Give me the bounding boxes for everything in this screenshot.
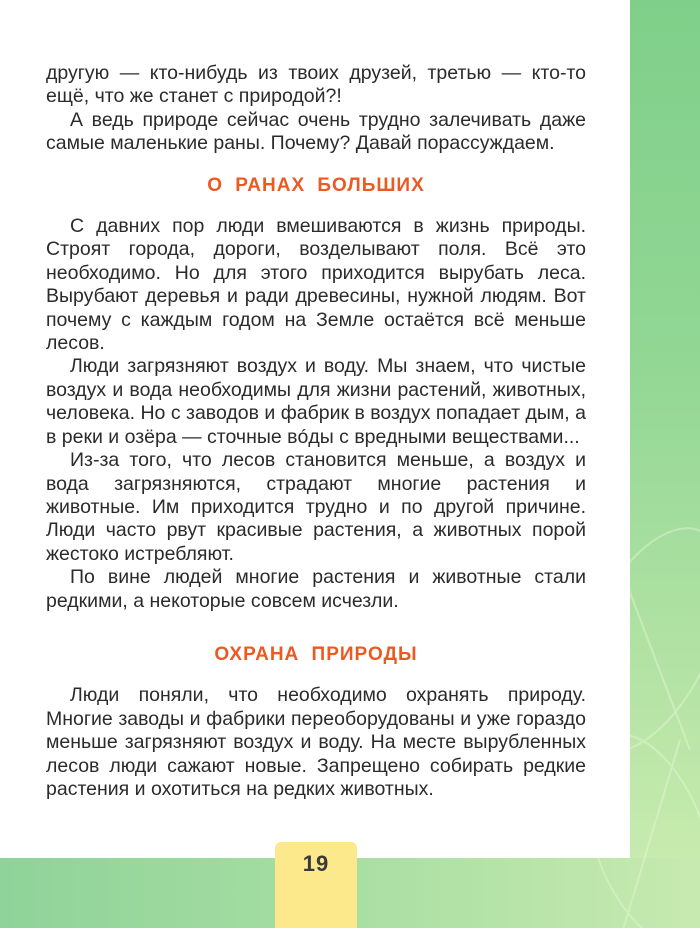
section-heading-nature-protection: ОХРАНА ПРИРОДЫ [214, 643, 418, 665]
paragraph-intro: А ведь природе сейчас очень трудно залечивать даже самые маленькие раны. Почему? Давай порассуждаем. [46, 108, 586, 155]
section-heading-big-wounds: О РАНАХ БОЛЬШИХ [207, 174, 425, 196]
page-number: 19 [302, 851, 330, 876]
paragraph: Люди загрязняют воздух и воду. Мы знаем, что чистые воздух и вода необходимы для жизни растений, животных, человека. Но с заводов и фабрик в воздух попадает дым, а в реки и озёра — сточные вóды с вредными веществами... [46, 355, 586, 448]
page-content [46, 62, 586, 801]
paragraph: Люди поняли, что необходимо охранять природу. Многие заводы и фабрики переоборудованы и уже гораздо меньше загрязняют воздух и воду. На месте вырубленных лесов люди сажают новые. Запрещено собирать редкие растения и охотиться на редких животных. [46, 684, 586, 800]
paragraph: С давних пор люди вмешиваются в жизнь природы. Строят города, дороги, возделывают поля. Всё это необходимо. Но для этого приходится вырубать леса. Вырубают деревья и ради древесины, нужной людям. Вот почему с каждым годом на Земле остаётся всё меньше лесов. [46, 215, 586, 355]
paragraph: По вине людей многие растения и животные стали редкими, а некоторые совсем исчезли. [46, 566, 586, 612]
paragraph-continued: другую — кто-нибудь из твоих друзей, третью — кто-то ещё, что же станет с природой?! [46, 62, 586, 108]
paragraph: Из-за того, что лесов становится меньше, а воздух и вода загрязняются, страдают многие растения и животные. Им приходится трудно и по другой причине. Люди часто рвут красивые растения, а животных порой жестоко истребляют. [46, 449, 586, 565]
